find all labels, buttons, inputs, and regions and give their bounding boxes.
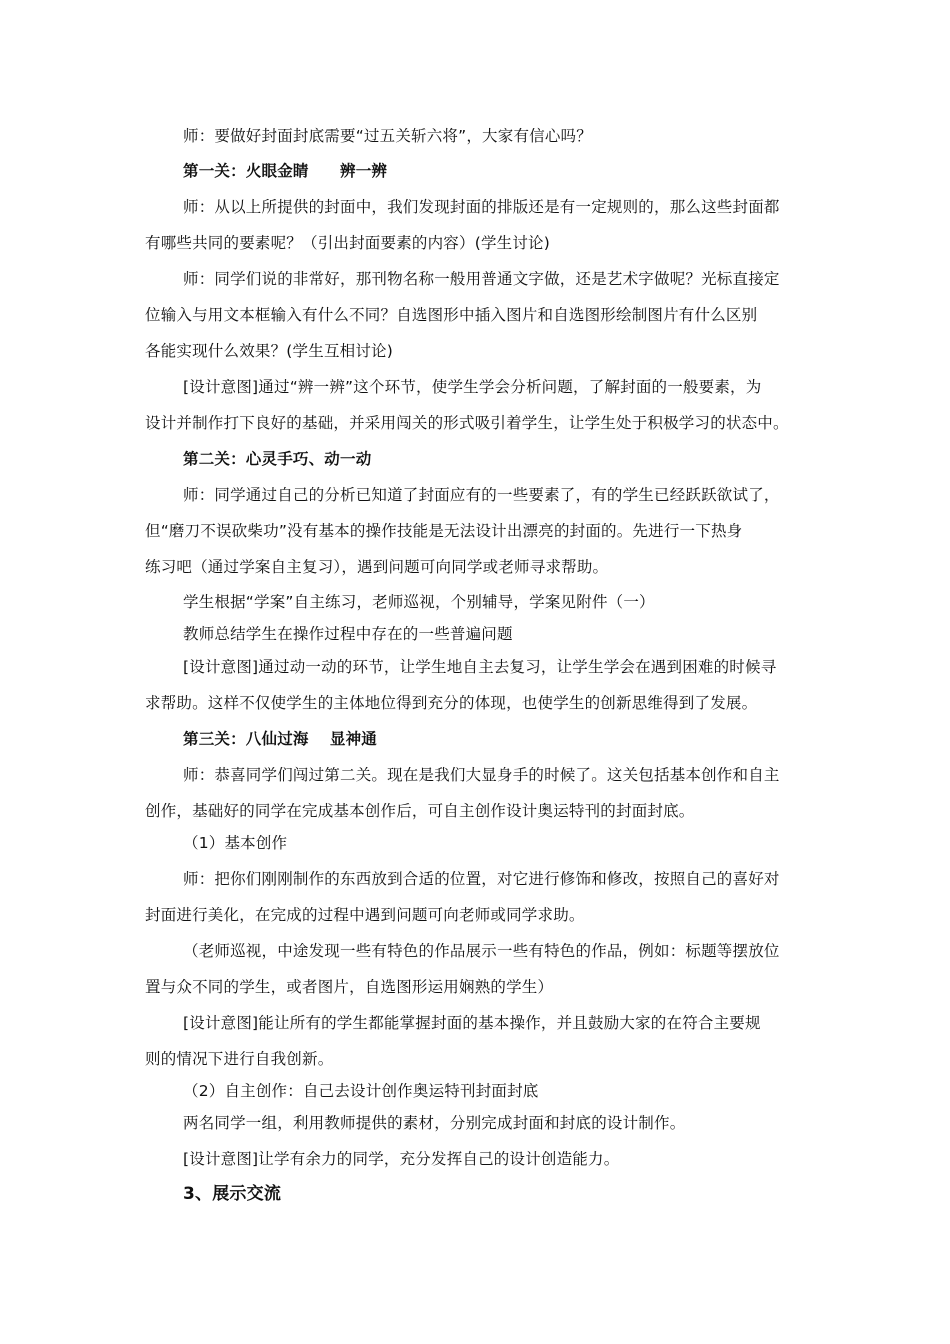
paragraph-line: 各能实现什么效果？(学生互相讨论) bbox=[145, 342, 393, 360]
paragraph-line: 学生根据“学案”自主练习，老师巡视，个别辅导，学案见附件（一） bbox=[183, 593, 655, 611]
paragraph-line: （1）基本创作 bbox=[183, 834, 288, 852]
paragraph-line: 师：同学们说的非常好，那刊物名称一般用普通文字做，还是艺术字做呢？光标直接定 bbox=[183, 270, 780, 288]
paragraph-line: 求帮助。这样不仅使学生的主体地位得到充分的体现，也使学生的创新思维得到了发展。 bbox=[145, 694, 758, 712]
paragraph-line: 师：从以上所提供的封面中，我们发现封面的排版还是有一定规则的，那么这些封面都 bbox=[183, 198, 780, 216]
paragraph-line: 则的情况下进行自我创新。 bbox=[145, 1050, 334, 1068]
paragraph-line: 师：恭喜同学们闯过第二关。现在是我们大显身手的时候了。这关包括基本创作和自主 bbox=[183, 766, 780, 784]
paragraph-line: 练习吧（通过学案自主复习），遇到问题可向同学或老师寻求帮助。 bbox=[145, 558, 609, 576]
paragraph-line: 置与众不同的学生，或者图片，自选图形运用娴熟的学生） bbox=[145, 978, 554, 996]
paragraph-line: 但“磨刀不误砍柴功”没有基本的操作技能是无法设计出漂亮的封面的。先进行一下热身 bbox=[145, 522, 743, 540]
paragraph-line: 两名同学一组，利用教师提供的素材，分别完成封面和封底的设计制作。 bbox=[183, 1114, 686, 1132]
paragraph-line: 封面进行美化，在完成的过程中遇到问题可向老师或同学求助。 bbox=[145, 906, 585, 924]
paragraph-line: [设计意图]能让所有的学生都能掌握封面的基本操作，并且鼓励大家的在符合主要规 bbox=[183, 1014, 761, 1032]
section-heading: 第一关：火眼金睛 辨一辨 bbox=[183, 162, 388, 180]
paragraph-line: （2）自主创作：自己去设计创作奥运特刊封面封底 bbox=[183, 1082, 539, 1100]
paragraph-line: 位输入与用文本框输入有什么不同？自选图形中插入图片和自选图形绘制图片有什么区别 bbox=[145, 306, 758, 324]
paragraph-line: 创作，基础好的同学在完成基本创作后，可自主创作设计奥运特刊的封面封底。 bbox=[145, 802, 695, 820]
paragraph-line: 有哪些共同的要素呢？（引出封面要素的内容）(学生讨论) bbox=[145, 234, 550, 252]
paragraph-line: 师：同学通过自己的分析已知道了封面应有的一些要素了，有的学生已经跃跃欲试了， bbox=[183, 486, 780, 504]
paragraph-line: 师：把你们刚刚制作的东西放到合适的位置，对它进行修饰和修改，按照自己的喜好对 bbox=[183, 870, 780, 888]
paragraph-line: [设计意图]让学有余力的同学，充分发挥自己的设计创造能力。 bbox=[183, 1150, 620, 1168]
paragraph-line: [设计意图]通过动一动的环节，让学生地自主去复习，让学生学会在遇到困难的时候寻 bbox=[183, 658, 777, 676]
section-heading: 第三关：八仙过海 显神通 bbox=[183, 730, 377, 748]
paragraph-line: [设计意图]通过“辨一辨”这个环节，使学生学会分析问题，了解封面的一般要素，为 bbox=[183, 378, 762, 396]
paragraph-line: 师：要做好封面封底需要“过五关斩六将”，大家有信心吗？ bbox=[183, 127, 592, 145]
section-heading: 第二关：心灵手巧、动一动 bbox=[183, 450, 372, 468]
paragraph-line: 教师总结学生在操作过程中存在的一些普遍问题 bbox=[183, 625, 513, 643]
section-title: 3、展示交流 bbox=[183, 1184, 282, 1204]
paragraph-line: （老师巡视，中途发现一些有特色的作品展示一些有特色的作品，例如：标题等摆放位 bbox=[183, 942, 780, 960]
paragraph-line: 设计并制作打下良好的基础，并采用闯关的形式吸引着学生，让学生处于积极学习的状态中。 bbox=[145, 414, 789, 432]
